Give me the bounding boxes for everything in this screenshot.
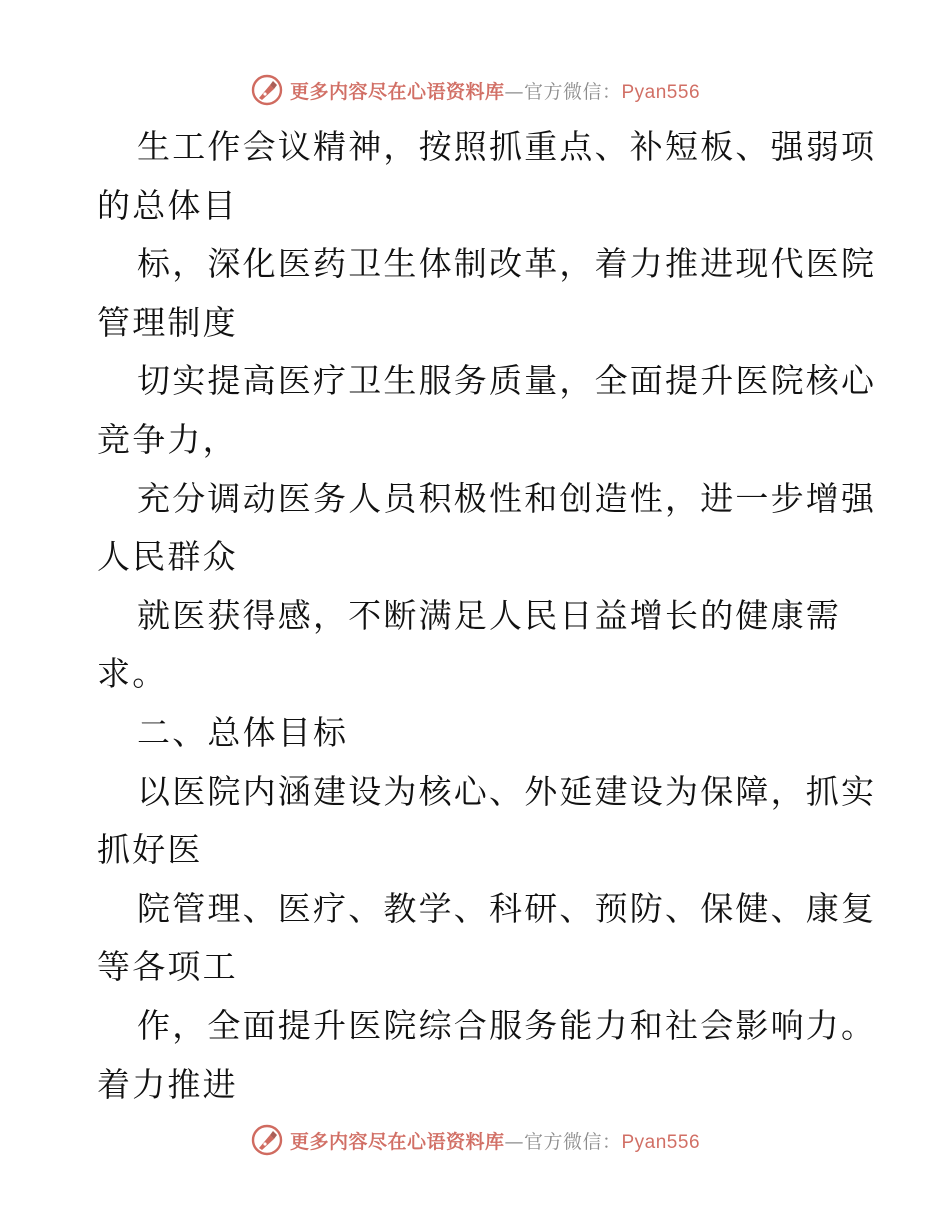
body-line: 求。 [97, 654, 168, 694]
header-watermark-title: 更多内容尽在心语资料库 [289, 80, 505, 103]
pen-nib-logo-icon [250, 1123, 284, 1157]
pen-nib-logo-icon [250, 73, 284, 107]
footer-watermark [0, 1120, 950, 1160]
body-line: 等各项工 [97, 947, 238, 987]
body-line: 切实提高医疗卫生服务质量，全面提升医院核心 [137, 361, 877, 401]
header-watermark-id: Pyan556 [621, 81, 701, 103]
body-line: 的总体目 [97, 185, 238, 225]
body-line: 标，深化医药卫生体制改革，着力推进现代医院 [137, 244, 877, 284]
body-line: 作，全面提升医院综合服务能力和社会影响力。 [137, 1005, 877, 1045]
body-line: 以医院内涵建设为核心、外延建设为保障，抓实 [137, 771, 877, 811]
section-heading: 二、总体目标 [137, 712, 349, 752]
footer-watermark-title: 更多内容尽在心语资料库 [289, 1130, 505, 1153]
body-line: 竞争力， [97, 419, 238, 459]
header-watermark-label: —官方微信： [504, 80, 622, 103]
body-line: 充分调动医务人员积极性和创造性，进一步增强 [137, 478, 877, 518]
document-body [97, 118, 877, 1114]
body-line: 人民群众 [97, 537, 238, 577]
body-line: 管理制度 [97, 302, 238, 342]
footer-watermark-label: —官方微信： [504, 1130, 622, 1153]
body-line: 就医获得感，不断满足人民日益增长的健康需 [137, 595, 841, 635]
body-line: 生工作会议精神，按照抓重点、补短板、强弱项 [137, 127, 877, 166]
footer-watermark-id: Pyan556 [621, 1131, 701, 1153]
body-line: 着力推进 [97, 1064, 238, 1104]
body-line: 抓好医 [97, 830, 203, 870]
header-watermark [0, 70, 950, 110]
body-line: 院管理、医疗、教学、科研、预防、保健、康复 [137, 888, 877, 928]
